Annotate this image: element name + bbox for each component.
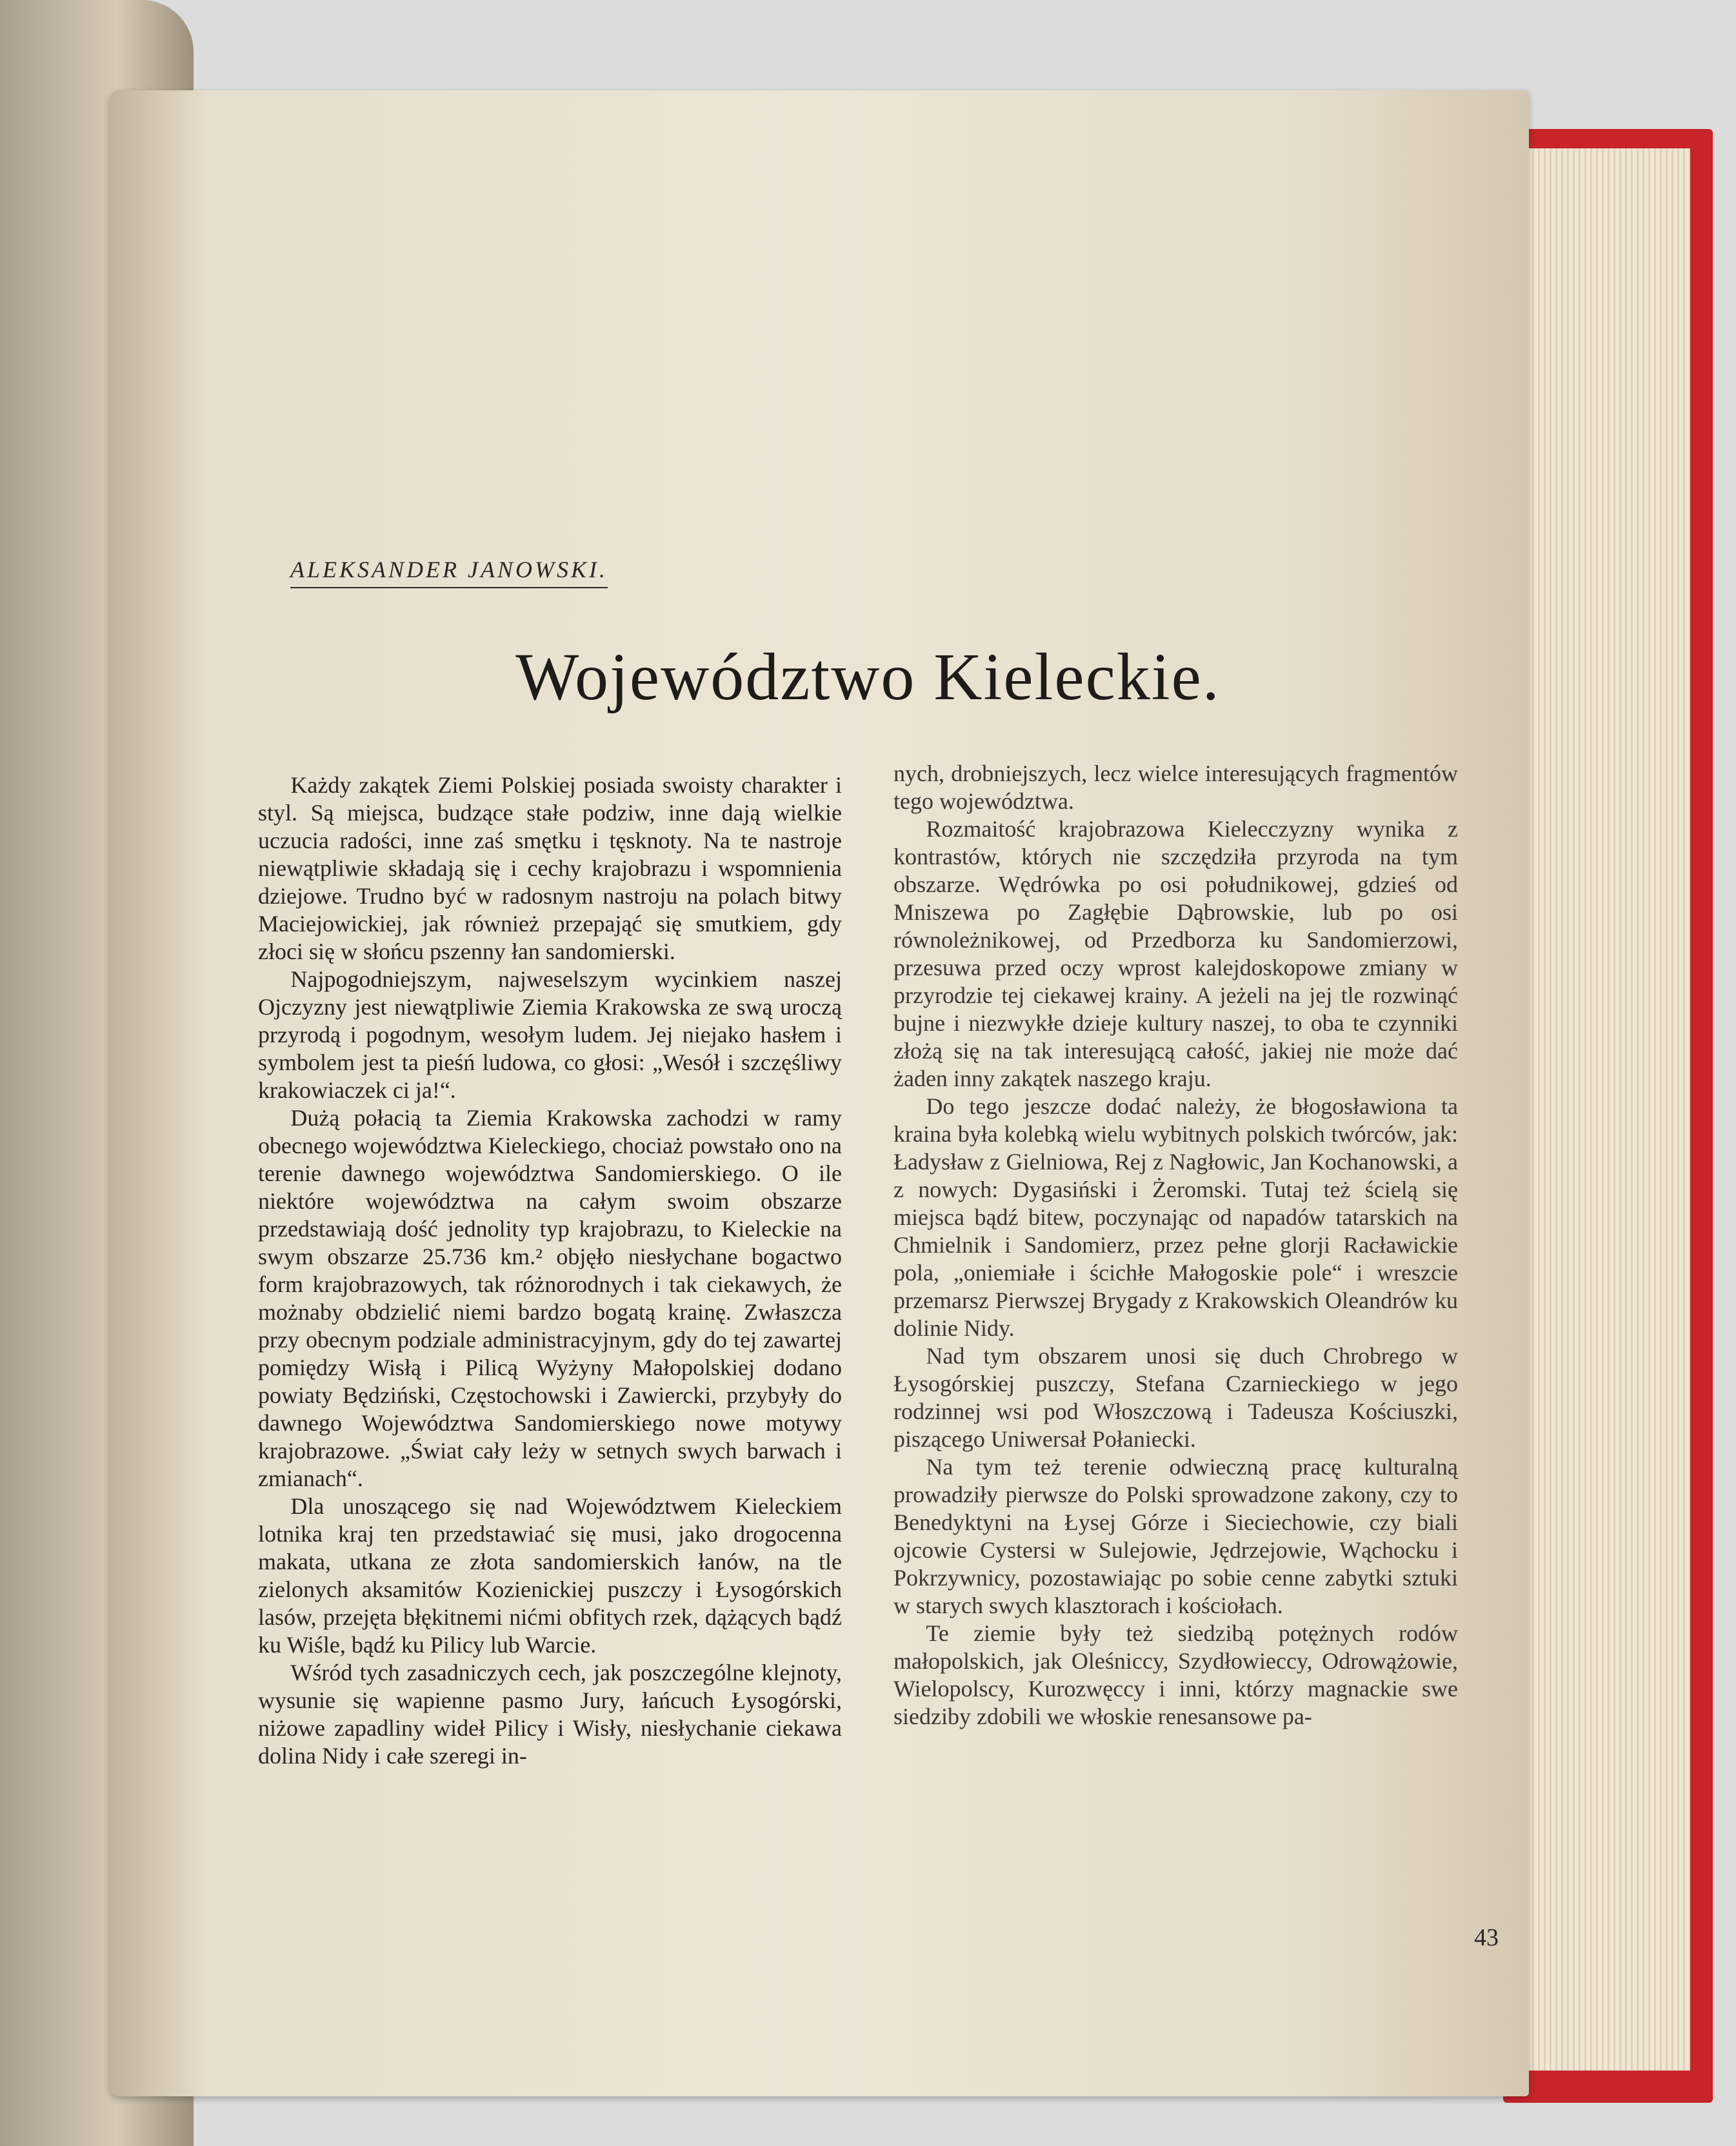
page-stack-edge	[1522, 148, 1690, 2071]
paragraph: Na tym też terenie odwieczną pracę kulturalną prowadziły pierwsze do Polski sprowadzone zakony, czy to Benedyktyni na Łysej Górze i Sieciechowie, czy biali ojcowie Cystersi w Sulejowie, Jędrzejowie, Wąchocku i Pokrzywnicy, pozostawiając po sobie cenne zabytki sztuki w starych swych klasztorach i kościołach.	[893, 1454, 1458, 1618]
paragraph: Każdy zakątek Ziemi Polskiej posiada swoisty charakter i styl. Są miejsca, budzące stałe podziw, inne dają wielkie uczucia radości, inne zaś smętku i tęsknoty. Na te nastroje niewątpliwie składają się i cechy krajobrazu i wspomnienia dziejowe. Trudno być w radosnym nastroju na polach bitwy Maciejowickiej, jak również przepająć się smutkiem, gdy złoci się w słońcu pszenny łan sandomierski.	[258, 772, 842, 964]
page-number: 43	[1474, 1924, 1499, 1951]
paragraph: Nad tym obszarem unosi się duch Chrobrego w Łysogórskiej puszczy, Stefana Czarnieckiego w jego rodzinnej wsi pod Włoszczową i Tadeusza Kościuszki, piszącego Uniwersał Połaniecki.	[893, 1343, 1458, 1452]
paragraph: Najpogodniejszym, najweselszym wycinkiem naszej Ojczyzny jest niewątpliwie Ziemia Krakowska ze swą uroczą przyrodą i pogodnym, wesołym ludem. Jej niejako hasłem i symbolem jest ta pieśń ludowa, co głosi: „Wesół i szczęśliwy krakowiaczek ci ja!“.	[258, 966, 842, 1103]
paragraph-continuation: nych, drobniejszych, lecz wielce interesujących fragmentów tego województwa.	[893, 760, 1458, 814]
paragraph: Do tego jeszcze dodać należy, że błogosławiona ta kraina była kolebką wielu wybitnych polskich twórców, jak: Ładysław z Gielniowa, Rej z Nagłowic, Jan Kochanowski, a z nowych: Dygasiński i Żeromski. Tutaj też ścielą się miejsca bądź bitew, poczynając od napadów tatarskich na Chmielnik i Sandomierz, przez pełne glorji Racławickie pola, „oniemiałe i ścichłe Małogoskie pole“ i wreszcie przemarsz Pierwszej Brygady z Krakowskich Oleandrów ku dolinie Nidy.	[893, 1093, 1458, 1341]
left-column	[258, 771, 842, 1770]
paragraph: Dużą połacią ta Ziemia Krakowska zachodzi w ramy obecnego województwa Kieleckiego, chociaż powstało ono na terenie dawnego województwa Sandomierskiego. O ile niektóre województwa na całym swoim obszarze przedstawiają dość jednolity typ krajobrazu, to Kieleckie na swym obszarze 25.736 km.² objęło niesłychane bogactwo form krajobrazowych, tak różnorodnych i tak ciekawych, że możnaby obdzielić niemi bardzo bogatą krainę. Zwłaszcza przy obecnym podziale administracyjnym, gdy do tej zawartej pomiędzy Wisłą i Pilicą Wyżyny Małopolskiej dodano powiaty Będziński, Częstochowski i Zawiercki, przybyły do dawnego Województwa Sandomierskiego nowe motywy krajobrazowe. „Świat cały leży w setnych swych barwach i zmianach“.	[258, 1105, 842, 1491]
paragraph: Wśród tych zasadniczych cech, jak poszczególne klejnoty, wysunie się wapienne pasmo Jury, łańcuch Łysogórski, niżowe zapadliny wideł Pilicy i Wisły, niesłychanie ciekawa dolina Nidy i całe szeregi in-	[258, 1660, 842, 1769]
paragraph: Rozmaitość krajobrazowa Kielecczyzny wynika z kontrastów, których nie szczędziła przyroda na tym obszarze. Wędrówka po osi południkowej, gdzieś od Mniszewa po Zagłębie Dąbrowskie, lub po osi równoleżnikowej, od Przedborza ku Sandomierzowi, przesuwa przed oczy wprost kalejdoskopowe zmiany w przyrodzie tej ciekawej krainy. A jeżeli na jej tle rozwinąć bujne i niezwykłe dzieje kultury naszej, to oba te czynniki złożą się na tak interesującą całość, jakiej nie może dać żaden inny zakątek naszego kraju.	[893, 816, 1458, 1091]
paragraph: Te ziemie były też siedzibą potężnych rodów małopolskich, jak Oleśniccy, Szydłowieccy, Odrowążowie, Wielopolscy, Kurozwęccy i inni, którzy magnackie swe siedziby zdobili we włoskie renesansowe pa-	[893, 1620, 1458, 1729]
article-title: Województwo Kieleckie.	[515, 640, 1221, 714]
right-column	[893, 760, 1458, 1731]
paragraph: Dla unoszącego się nad Województwem Kieleckiem lotnika kraj ten przedstawiać się musi, jako drogocenna makata, utkana ze złota sandomierskich łanów, na tle zielonych aksamitów Kozienickiej puszczy i Łysogórskich lasów, przejęta błękitnemi nićmi obfitych rzek, dążących bądź ku Wiśle, bądź ku Pilicy lub Warcie.	[258, 1493, 842, 1658]
author-name: ALEKSANDER JANOWSKI.	[290, 556, 608, 588]
